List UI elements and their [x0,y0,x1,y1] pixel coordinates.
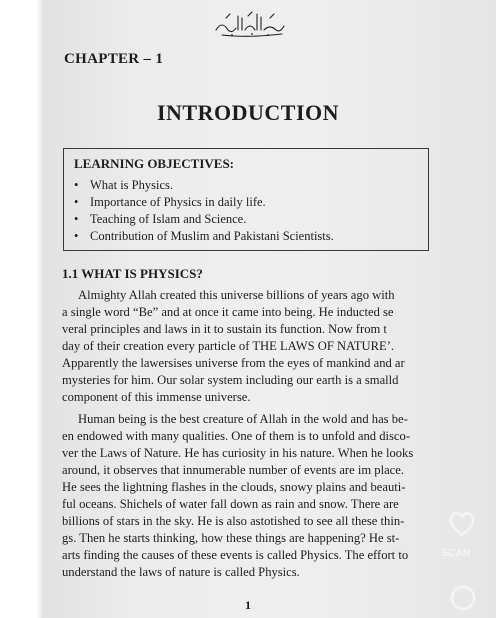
page-number: 1 [245,598,251,612]
objective-item: • Teaching of Islam and Science. [74,212,247,226]
section-heading: 1.1 WHAT IS PHYSICS? [62,266,203,281]
paragraph-2-line: en endowed with many qualities. One of them is to unfold and disco- [62,429,411,443]
objective-item: • Importance of Physics in daily life. [74,195,266,209]
objective-item: • Contribution of Muslim and Pakistani Scientists. [74,229,334,243]
chapter-title: INTRODUCTION [156,100,340,125]
paragraph-2-line: arts finding the causes of these events is called Physics. The effort to [62,548,409,562]
heart-icon [447,510,477,538]
search-icon [449,584,477,612]
paragraph-1-line: day of their creation every particle of THE LAWS OF NATURE’. [62,339,395,353]
paragraph-2-line: gs. Then he starts thinking, how these things are happening? He st- [62,531,400,545]
paragraph-2-line: around, it observes that innumerable number of events are im place. [62,463,405,477]
paragraph-1-line: component of this immense universe. [62,390,251,404]
paragraph-2-line: Human being is the best creature of Allah in the wold and has be- [78,412,408,426]
paragraph-2-line: understand the laws of nature is called Physics. [62,565,300,579]
paragraph-2-line: ful oceans. Shichels of water fall down as rain and snow. There are [62,497,399,511]
learning-objectives-heading: LEARNING OBJECTIVES: [74,156,235,171]
paragraph-2-line: ver the Laws of Nature. He has curiosity in his nature. When he looks [62,446,414,460]
paragraph-1-line: mysteries for him. Our solar system including our earth is a smalld [62,373,399,387]
paragraph-2-line: He sees the lightning flashes in the clouds, snowy plains and beauti- [62,480,406,494]
objective-item: • What is Physics. [74,178,173,192]
bismillah-calligraphy [212,8,288,38]
watermark-text: SCAN [441,548,471,559]
paragraph-1-line: Almighty Allah created this universe billions of years ago with [78,288,395,302]
paragraph-1-line: a single word “Be” and at once it came into being. He inducted se [62,305,394,319]
paragraph-1-line: veral principles and laws in it to sustain its function. Now from t [62,322,387,336]
chapter-label: CHAPTER – 1 [64,51,164,67]
paragraph-2-line: billions of stars in the sky. He is also astotished to see all these thin- [62,514,405,528]
paragraph-1-line: Apparently the lawersises universe from the eyes of mankind and ar [62,356,405,370]
